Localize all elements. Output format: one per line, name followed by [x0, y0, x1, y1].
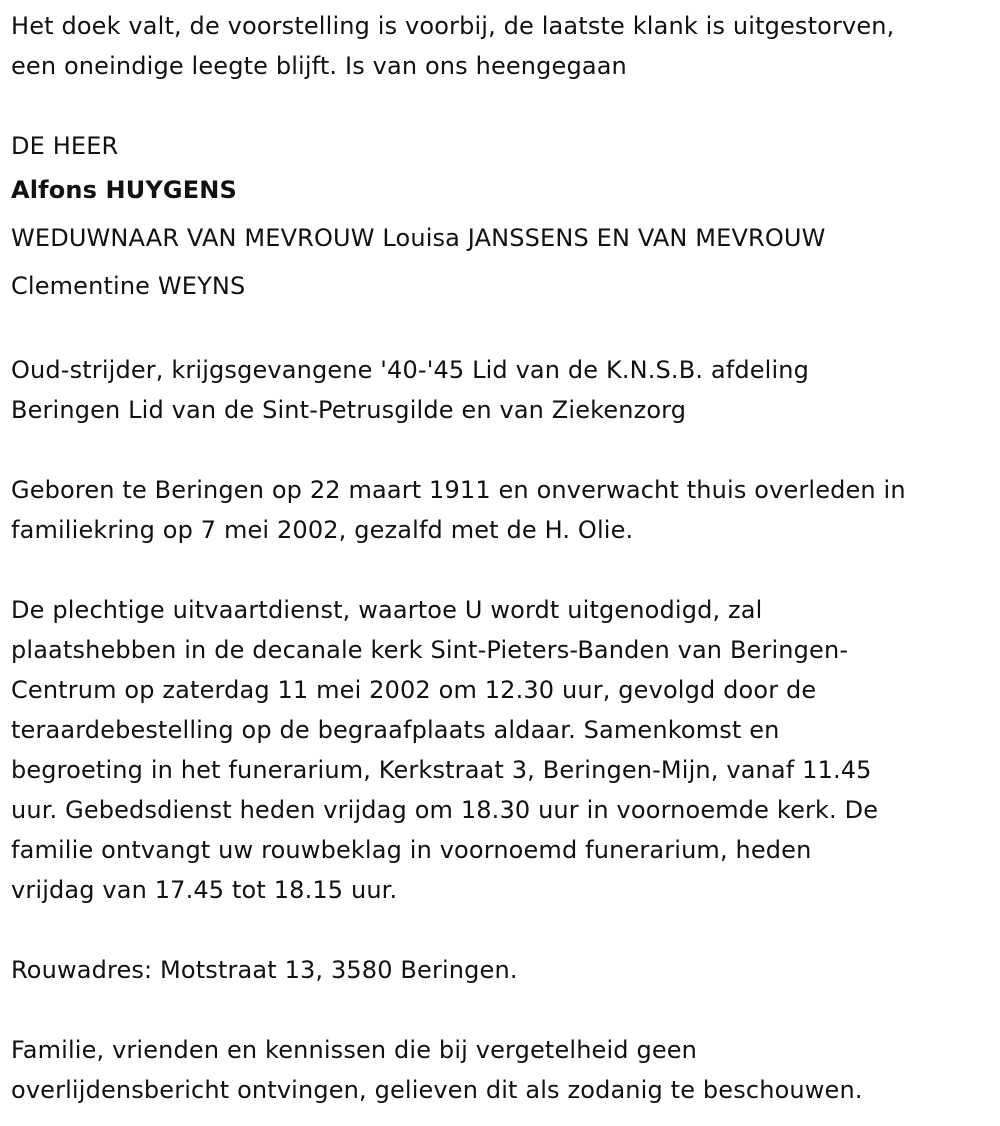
funeral-line: De plechtige uitvaartdienst, waartoe U wordt uitgenodigd, zal: [11, 596, 763, 624]
widower-line: Clementine WEYNS: [11, 272, 246, 300]
spacer: [11, 910, 996, 950]
birth-death-line: familiekring op 7 mei 2002, gezalfd met de H. Olie.: [11, 516, 634, 544]
funeral-line: vrijdag van 17.45 tot 18.15 uur.: [11, 876, 398, 904]
spacer: [11, 86, 996, 126]
spacer: [11, 550, 996, 590]
spacer: [11, 990, 996, 1030]
honorific-title: [11, 126, 996, 166]
closing-line: Familie, vrienden en kennissen die bij vergetelheid geen: [11, 1036, 698, 1064]
spacer: [11, 430, 996, 470]
funeral-line: familie ontvangt uw rouwbeklag in voornoemd funerarium, heden: [11, 836, 812, 864]
address-line: Rouwadres: Motstraat 13, 3580 Beringen.: [11, 956, 518, 984]
birth-death-line: Geboren te Beringen op 22 maart 1911 en onverwacht thuis overleden in: [11, 476, 906, 504]
death-notice-document: [11, 6, 996, 1110]
deceased-name-text: Alfons HUYGENS: [11, 176, 237, 204]
birth-death-paragraph: [11, 470, 996, 550]
opening-line: Het doek valt, de voorstelling is voorbij, de laatste klank is uitgestorven,: [11, 12, 895, 40]
funeral-line: teraardebestelling op de begraafplaats aldaar. Samenkomst en: [11, 716, 780, 744]
funeral-line: uur. Gebedsdienst heden vrijdag om 18.30 uur in voornoemde kerk. De: [11, 796, 879, 824]
closing-paragraph: [11, 1030, 996, 1110]
funeral-paragraph: [11, 590, 996, 910]
spacer: [11, 310, 996, 350]
honorific-title-text: DE HEER: [11, 132, 119, 160]
affiliations-paragraph: [11, 350, 996, 430]
address-paragraph: [11, 950, 996, 990]
opening-line: een oneindige leegte blijft. Is van ons heengegaan: [11, 52, 627, 80]
affiliations-line: Oud-strijder, krijgsgevangene '40-'45 Lid van de K.N.S.B. afdeling: [11, 356, 810, 384]
closing-line: overlijdensbericht ontvingen, gelieven dit als zodanig te beschouwen.: [11, 1076, 863, 1104]
deceased-name: [11, 166, 996, 214]
funeral-line: begroeting in het funerarium, Kerkstraat 3, Beringen-Mijn, vanaf 11.45: [11, 756, 872, 784]
funeral-line: Centrum op zaterdag 11 mei 2002 om 12.30 uur, gevolgd door de: [11, 676, 817, 704]
opening-paragraph: [11, 6, 996, 86]
funeral-line: plaatshebben in de decanale kerk Sint-Pieters-Banden van Beringen-: [11, 636, 849, 664]
widower-paragraph: [11, 214, 996, 310]
widower-line: WEDUWNAAR VAN MEVROUW Louisa JANSSENS EN VAN MEVROUW: [11, 224, 826, 252]
affiliations-line: Beringen Lid van de Sint-Petrusgilde en van Ziekenzorg: [11, 396, 687, 424]
